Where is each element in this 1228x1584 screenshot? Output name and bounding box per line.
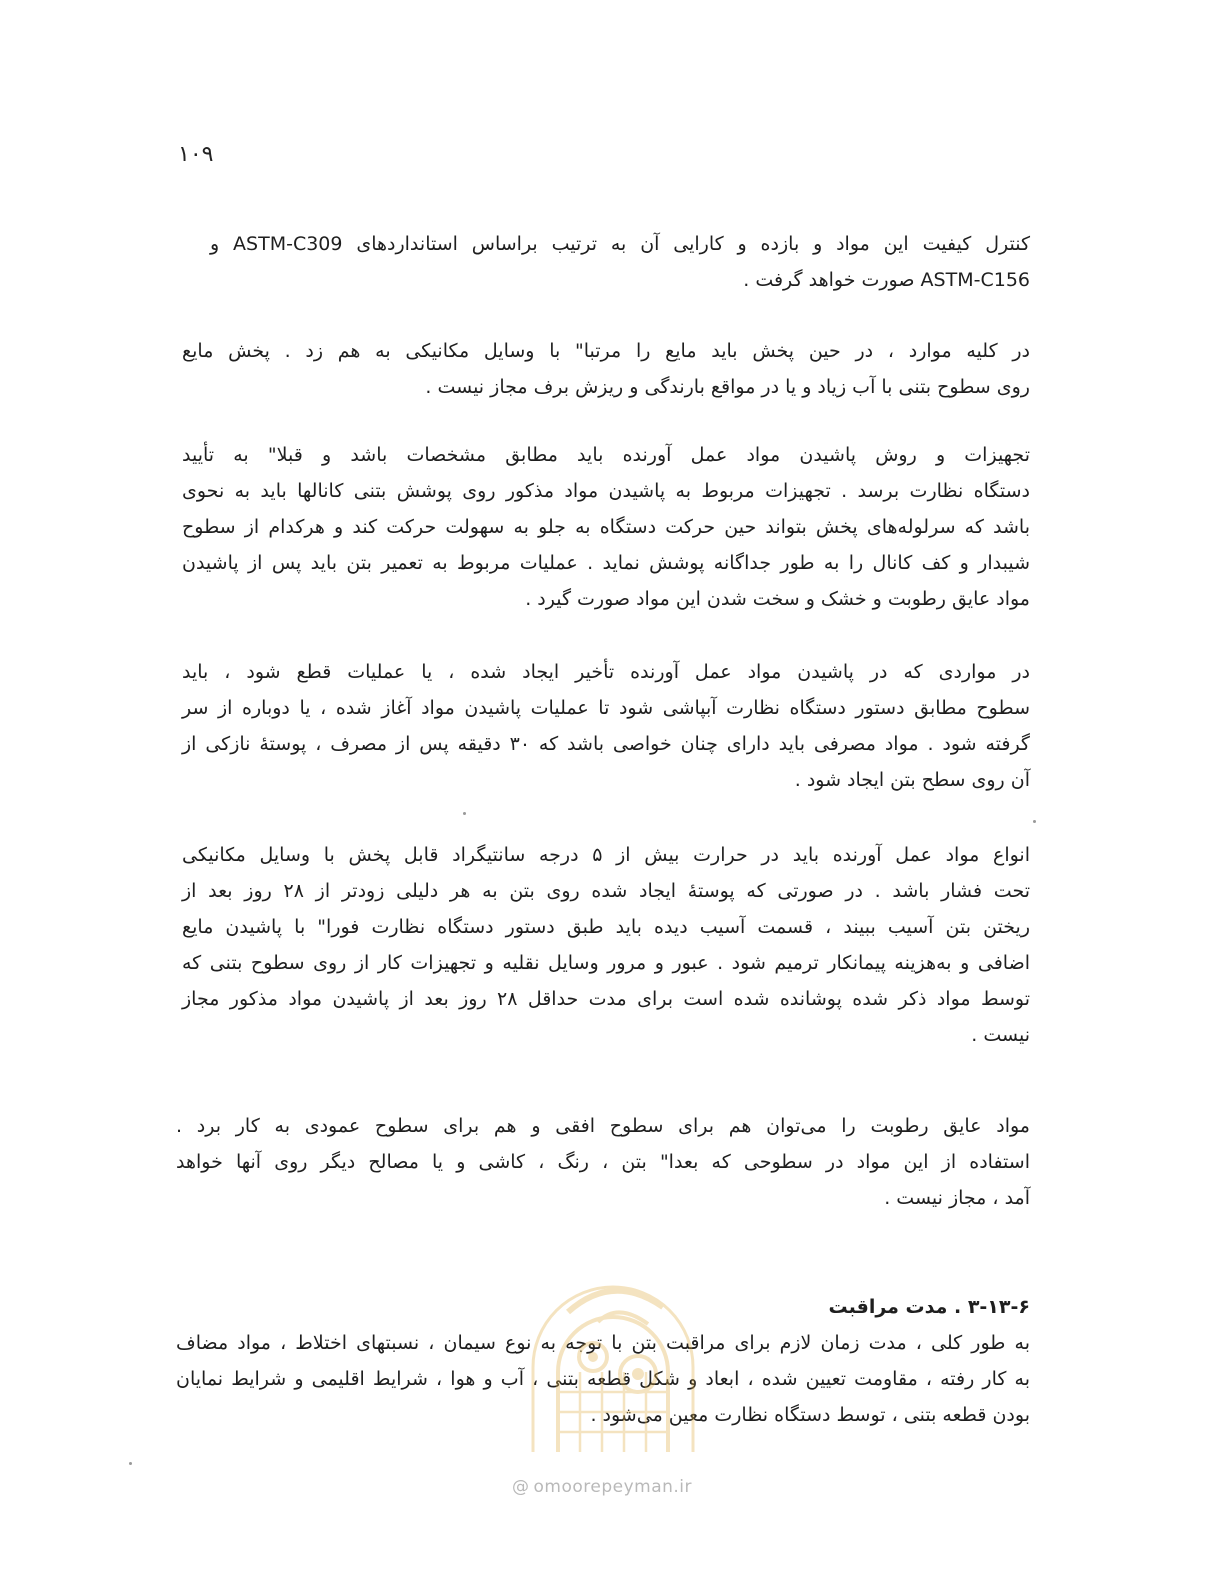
paragraph-line: اضافی و به‌هزینه پیمانکار ترمیم شود . عبور و مرور وسایل نقلیه و تجهیزات کار از روی سطوح بتنی که (182, 952, 1030, 974)
paragraph-line: گرفته شود . مواد مصرفی باید دارای چنان خواصی باشد که ۳۰ دقیقه پس از مصرف ، پوستهٔ نازکی از (182, 733, 1030, 755)
watermark-site-text: omoorepeyman.ir (533, 1477, 693, 1497)
paragraph-line: آن روی سطح بتن ایجاد شود . (794, 769, 1030, 791)
paragraph-moisture-barrier (176, 1108, 1030, 1216)
scan-speck (463, 812, 466, 815)
paragraph-line: به طور کلی ، مدت زمان لازم برای مراقبت بتن با توجه به نوع سیمان ، نسبتهای اختلاط ، مواد مضاف (176, 1332, 1030, 1354)
paragraph-line: ریختن بتن آسیب ببیند ، قسمت آسیب دیده باید طبق دستور دستگاه نظارت فورا" با پاشیدن مایع (182, 916, 1030, 938)
paragraph-line: به کار رفته ، مقاومت تعیین شده ، ابعاد و شکل قطعه بتنی ، آب و هوا ، شرایط اقلیمی و شرایط نمایان (176, 1368, 1030, 1390)
paragraph-line: ASTM-C156 صورت خواهد گرفت . (743, 269, 1030, 291)
paragraph-curing-types (182, 837, 1030, 1053)
section-curing-duration (176, 1289, 1030, 1433)
paragraph-line: در کلیه موارد ، در حین پخش باید مایع را مرتبا" با وسایل مکانیکی به هم زد . پخش مایع (182, 340, 1030, 362)
paragraph-line: آمد ، مجاز نیست . (884, 1187, 1030, 1209)
paragraph-line: مواد عایق رطوبت و خشک و سخت شدن این مواد صورت گیرد . (525, 588, 1030, 610)
paragraph-line: نیست . (971, 1024, 1030, 1046)
paragraph-line: سطوح مطابق دستور دستگاه نظارت آبپاشی شود تا عملیات پاشیدن مواد آغاز شده ، یا دوباره از سر (182, 697, 1030, 719)
paragraph-line: باشد که سرلوله‌های پخش بتواند حین حرکت دستگاه به جلو به سهولت حرکت کند و هرکدام از سطوح (182, 516, 1030, 538)
paragraph-line: بودن قطعه بتنی ، توسط دستگاه نظارت معین می‌شود . (590, 1404, 1030, 1426)
paragraph-line: تجهیزات و روش پاشیدن مواد عمل آورنده باید مطابق مشخصات باشد و قبلا" به تأیید (182, 444, 1030, 466)
paragraph-line: تحت فشار باشد . در صورتی که پوستهٔ ایجاد شده روی بتن به هر دلیلی زودتر از ۲۸ روز بعد از (182, 880, 1030, 902)
paragraph-delay (182, 654, 1030, 798)
paragraph-quality-control (210, 226, 1030, 298)
paragraph-line: کنترل کیفیت این مواد و بازده و کارایی آن به ترتیب براساس استانداردهای ASTM-C309 و (210, 233, 1030, 255)
at-icon: @ (512, 1477, 530, 1497)
watermark-site (512, 1477, 692, 1497)
paragraph-line: دستگاه نظارت برسد . تجهیزات مربوط به پاشیدن مواد مذکور روی پوشش بتنی کانالها باید به نحوی (182, 480, 1030, 502)
scan-speck (1033, 820, 1036, 823)
paragraph-line: شیبدار و کف کانال را به طور جداگانه پوشش نماید . عملیات مربوط به تعمیر بتن باید پس از پاشیدن (182, 552, 1030, 574)
paragraph-equipment (182, 437, 1030, 617)
paragraph-line: توسط مواد ذکر شده پوشانده شده است برای مدت حداقل ۲۸ روز بعد از پاشیدن مواد مذکور مجاز (182, 988, 1031, 1010)
scan-speck (129, 1462, 132, 1465)
paragraph-line: روی سطوح بتنی با آب زیاد و یا در مواقع بارندگی و ریزش برف مجاز نیست . (425, 376, 1030, 398)
paragraph-line: استفاده از این مواد در سطوحی که بعدا" بتن ، رنگ ، کاشی و یا مصالح دیگر روی آنها خواهد (176, 1151, 1030, 1173)
section-heading: ۳-۱۳-۶ . مدت مراقبت (828, 1296, 1030, 1318)
paragraph-mixing (182, 333, 1030, 405)
paragraph-line: انواع مواد عمل آورنده باید در حرارت بیش از ۵ درجه سانتیگراد قابل پخش با وسایل مکانیکی (182, 844, 1030, 866)
page-number: ۱۰۹ (178, 142, 214, 167)
paragraph-line: مواد عایق رطوبت را می‌توان هم برای سطوح افقی و هم برای سطوح عمودی به کار برد . (176, 1115, 1030, 1137)
paragraph-line: در مواردی که در پاشیدن مواد عمل آورنده تأخیر ایجاد شده ، یا عملیات قطع شود ، باید (182, 661, 1030, 683)
